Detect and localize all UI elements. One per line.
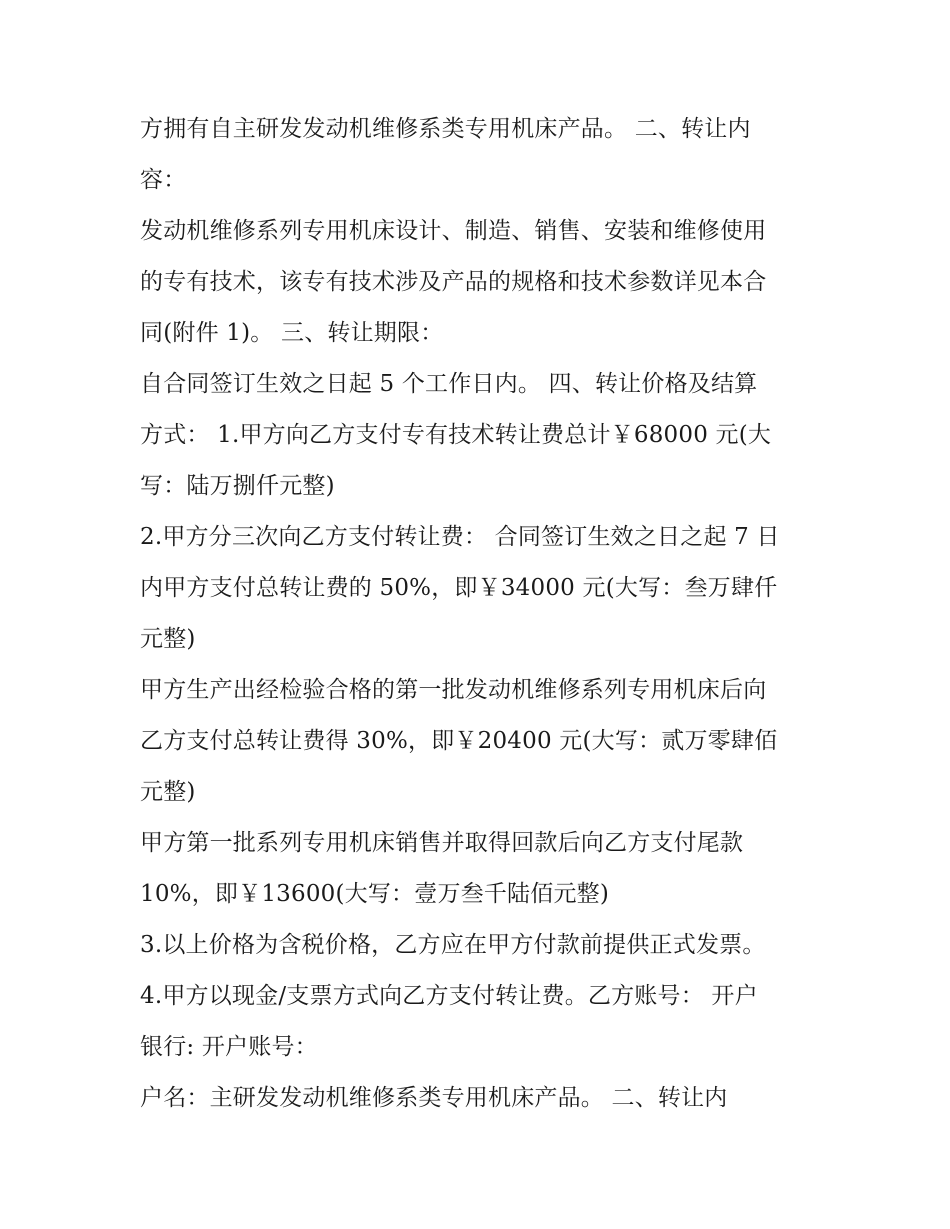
text-line: 容： bbox=[140, 167, 187, 193]
text-line: 乙方支付总转让费得 30%，即￥20400 元(大写：贰万零肆佰 bbox=[140, 728, 778, 754]
text-line: 方式： 1.甲方向乙方支付专有技术转让费总计￥68000 元(大 bbox=[140, 422, 772, 448]
text-line: 写：陆万捌仟元整) bbox=[140, 473, 335, 499]
text-line: 元整) bbox=[140, 626, 196, 652]
text-line: 自合同签订生效之日起 5 个工作日内。 四、转让价格及结算 bbox=[140, 371, 758, 397]
text-line: 内甲方支付总转让费的 50%，即￥34000 元(大写：叁万肆仟 bbox=[140, 575, 778, 601]
text-line: 户名：主研发发动机维修系类专用机床产品。 二、转让内 bbox=[140, 1085, 728, 1111]
text-line: 4.甲方以现金/支票方式向乙方支付转让费。乙方账号： 开户 bbox=[140, 983, 758, 1009]
text-line: 2.甲方分三次向乙方支付转让费： 合同签订生效之日之起 7 日 bbox=[140, 524, 780, 550]
text-line: 同(附件 1)。 三、转让期限： bbox=[140, 320, 444, 346]
text-line: 元整) bbox=[140, 779, 196, 805]
text-line: 3.以上价格为含税价格，乙方应在甲方付款前提供正式发票。 bbox=[140, 932, 766, 958]
text-line: 的专有技术，该专有技术涉及产品的规格和技术参数详见本合 bbox=[140, 269, 767, 295]
text-line: 甲方生产出经检验合格的第一批发动机维修系列专用机床后向 bbox=[140, 677, 767, 703]
text-line: 10%，即￥13600(大写：壹万叁千陆佰元整) bbox=[140, 881, 610, 907]
text-line: 银行: 开户账号： bbox=[140, 1034, 318, 1060]
text-line: 方拥有自主研发发动机维修系类专用机床产品。 二、转让内 bbox=[140, 116, 751, 142]
text-line: 发动机维修系列专用机床设计、制造、销售、安装和维修使用 bbox=[140, 218, 767, 244]
document-body bbox=[140, 104, 840, 1124]
text-line: 甲方第一批系列专用机床销售并取得回款后向乙方支付尾款 bbox=[140, 830, 744, 856]
